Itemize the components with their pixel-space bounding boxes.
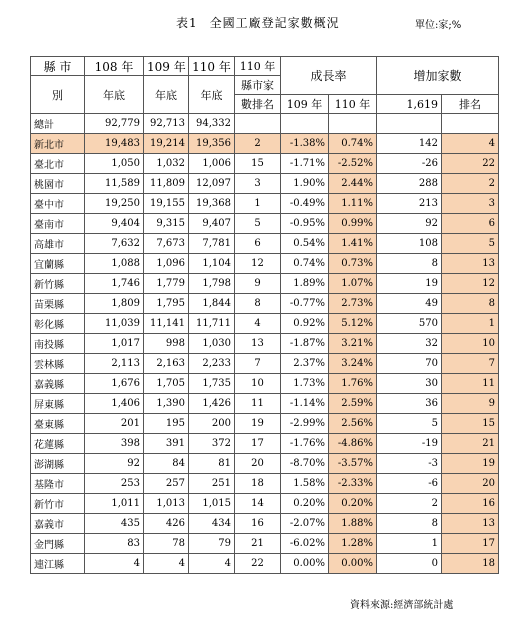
increase-rank: 5 xyxy=(442,234,499,254)
table-row xyxy=(31,434,499,454)
increase-rank: 4 xyxy=(442,134,499,154)
county-name: 連江縣 xyxy=(31,554,85,574)
count-110: 1,006 xyxy=(189,154,235,174)
increase-rank: 12 xyxy=(442,274,499,294)
total-increase: 1,619 xyxy=(377,95,442,114)
count-109: 19,155 xyxy=(144,194,189,214)
header-108-sub: 年底 xyxy=(85,76,144,114)
rank-110: 3 xyxy=(235,174,281,194)
growth-109: 0.20% xyxy=(281,494,329,514)
table-row xyxy=(31,274,499,294)
increase-count: 49 xyxy=(377,294,442,314)
growth-109: -0.77% xyxy=(281,294,329,314)
table-row xyxy=(31,494,499,514)
county-name: 嘉義市 xyxy=(31,514,85,534)
header-increase: 增加家數 xyxy=(377,57,499,95)
table-row xyxy=(31,194,499,214)
rank-110: 6 xyxy=(235,234,281,254)
table-row xyxy=(31,514,499,534)
header-rank-2: 縣市家 xyxy=(235,76,281,95)
count-109: 1,032 xyxy=(144,154,189,174)
growth-110: -2.52% xyxy=(329,154,377,174)
increase-count: 8 xyxy=(377,514,442,534)
county-name: 屏東縣 xyxy=(31,394,85,414)
increase-count: 70 xyxy=(377,354,442,374)
count-108: 201 xyxy=(85,414,144,434)
increase-count: 108 xyxy=(377,234,442,254)
growth-109: -8.70% xyxy=(281,454,329,474)
table-row xyxy=(31,294,499,314)
county-name: 花蓮縣 xyxy=(31,434,85,454)
increase-rank: 16 xyxy=(442,494,499,514)
growth-109: 1.89% xyxy=(281,274,329,294)
growth-110: 1.76% xyxy=(329,374,377,394)
county-name: 宜蘭縣 xyxy=(31,254,85,274)
growth-109: -2.07% xyxy=(281,514,329,534)
count-108: 1,406 xyxy=(85,394,144,414)
increase-rank: 13 xyxy=(442,254,499,274)
count-109: 998 xyxy=(144,334,189,354)
growth-110: 1.88% xyxy=(329,514,377,534)
increase-count: 32 xyxy=(377,334,442,354)
increase-rank: 10 xyxy=(442,334,499,354)
table-title-text: 全國工廠登記家數概況 xyxy=(209,16,340,30)
growth-109: -1.14% xyxy=(281,394,329,414)
count-108: 435 xyxy=(85,514,144,534)
total-increase-blank xyxy=(377,114,442,134)
growth-109: -6.02% xyxy=(281,534,329,554)
count-110: 1,426 xyxy=(189,394,235,414)
total-row xyxy=(31,114,499,134)
table-row xyxy=(31,214,499,234)
rank-110: 21 xyxy=(235,534,281,554)
count-108: 19,483 xyxy=(85,134,144,154)
increase-count: 142 xyxy=(377,134,442,154)
total-label: 總計 xyxy=(31,114,85,134)
header-row-1 xyxy=(31,57,499,76)
growth-110: 3.21% xyxy=(329,334,377,354)
count-110: 79 xyxy=(189,534,235,554)
count-110: 1,104 xyxy=(189,254,235,274)
increase-rank: 9 xyxy=(442,394,499,414)
growth-110: 2.59% xyxy=(329,394,377,414)
table-row xyxy=(31,414,499,434)
growth-110: 5.12% xyxy=(329,314,377,334)
count-109: 1,096 xyxy=(144,254,189,274)
count-108: 92 xyxy=(85,454,144,474)
header-109: 109 年 xyxy=(144,57,189,76)
table-row xyxy=(31,334,499,354)
growth-110: 0.73% xyxy=(329,254,377,274)
growth-110: 0.74% xyxy=(329,134,377,154)
count-110: 1,735 xyxy=(189,374,235,394)
growth-110: 2.56% xyxy=(329,414,377,434)
increase-rank: 17 xyxy=(442,534,499,554)
header-rank: 110 年 xyxy=(235,57,281,76)
count-108: 398 xyxy=(85,434,144,454)
count-109: 19,214 xyxy=(144,134,189,154)
count-110: 251 xyxy=(189,474,235,494)
growth-110: 2.73% xyxy=(329,294,377,314)
count-110: 81 xyxy=(189,454,235,474)
count-108: 2,113 xyxy=(85,354,144,374)
table-row xyxy=(31,314,499,334)
count-110: 1,798 xyxy=(189,274,235,294)
count-109: 7,673 xyxy=(144,234,189,254)
table-row xyxy=(31,454,499,474)
rank-110: 20 xyxy=(235,454,281,474)
header-growth: 成長率 xyxy=(281,57,377,95)
table-row xyxy=(31,234,499,254)
growth-110: 0.00% xyxy=(329,554,377,574)
increase-rank: 6 xyxy=(442,214,499,234)
total-108: 92,779 xyxy=(85,114,144,134)
unit-label: 單位:家;% xyxy=(415,20,462,31)
county-name: 嘉義縣 xyxy=(31,374,85,394)
county-name: 臺南市 xyxy=(31,214,85,234)
increase-rank: 15 xyxy=(442,414,499,434)
count-109: 1,390 xyxy=(144,394,189,414)
growth-110: -4.86% xyxy=(329,434,377,454)
count-108: 11,039 xyxy=(85,314,144,334)
county-name: 南投縣 xyxy=(31,334,85,354)
growth-109: 0.00% xyxy=(281,554,329,574)
county-name: 臺北市 xyxy=(31,154,85,174)
table-row xyxy=(31,534,499,554)
table-number: 表1 xyxy=(176,16,198,30)
county-name: 高雄市 xyxy=(31,234,85,254)
county-name: 桃園市 xyxy=(31,174,85,194)
rank-110: 7 xyxy=(235,354,281,374)
table-row xyxy=(31,154,499,174)
count-108: 1,676 xyxy=(85,374,144,394)
increase-rank: 21 xyxy=(442,434,499,454)
growth-109: -1.71% xyxy=(281,154,329,174)
growth-109: 0.92% xyxy=(281,314,329,334)
count-110: 9,407 xyxy=(189,214,235,234)
count-109: 2,163 xyxy=(144,354,189,374)
count-110: 434 xyxy=(189,514,235,534)
growth-110: 1.28% xyxy=(329,534,377,554)
rank-110: 22 xyxy=(235,554,281,574)
increase-count: 213 xyxy=(377,194,442,214)
rank-110: 5 xyxy=(235,214,281,234)
growth-109: -0.49% xyxy=(281,194,329,214)
table-row xyxy=(31,554,499,574)
county-name: 雲林縣 xyxy=(31,354,85,374)
count-108: 1,011 xyxy=(85,494,144,514)
increase-count: 2 xyxy=(377,494,442,514)
count-109: 4 xyxy=(144,554,189,574)
growth-109: 2.37% xyxy=(281,354,329,374)
growth-109: -1.76% xyxy=(281,434,329,454)
increase-rank: 13 xyxy=(442,514,499,534)
count-110: 19,368 xyxy=(189,194,235,214)
rank-110: 12 xyxy=(235,254,281,274)
header-110-sub: 年底 xyxy=(189,76,235,114)
increase-count: 8 xyxy=(377,254,442,274)
rank-110: 1 xyxy=(235,194,281,214)
county-name: 彰化縣 xyxy=(31,314,85,334)
increase-rank: 2 xyxy=(442,174,499,194)
count-108: 4 xyxy=(85,554,144,574)
growth-109: 0.74% xyxy=(281,254,329,274)
count-108: 1,809 xyxy=(85,294,144,314)
county-name: 新北市 xyxy=(31,134,85,154)
rank-110: 10 xyxy=(235,374,281,394)
header-increase-rank: 排名 xyxy=(442,95,499,114)
increase-rank: 7 xyxy=(442,354,499,374)
count-108: 1,088 xyxy=(85,254,144,274)
county-name: 澎湖縣 xyxy=(31,454,85,474)
header-county: 縣 市 xyxy=(31,57,85,76)
growth-109: 0.54% xyxy=(281,234,329,254)
count-109: 257 xyxy=(144,474,189,494)
count-108: 1,017 xyxy=(85,334,144,354)
count-109: 11,141 xyxy=(144,314,189,334)
count-110: 372 xyxy=(189,434,235,454)
header-growth-110: 110 年 xyxy=(329,95,377,114)
increase-count: -26 xyxy=(377,154,442,174)
header-109-sub: 年底 xyxy=(144,76,189,114)
growth-109: -0.95% xyxy=(281,214,329,234)
total-109: 92,713 xyxy=(144,114,189,134)
growth-109: 1.73% xyxy=(281,374,329,394)
count-110: 12,097 xyxy=(189,174,235,194)
count-108: 7,632 xyxy=(85,234,144,254)
increase-rank: 19 xyxy=(442,454,499,474)
count-109: 195 xyxy=(144,414,189,434)
header-108: 108 年 xyxy=(85,57,144,76)
count-110: 11,711 xyxy=(189,314,235,334)
total-growth-109 xyxy=(281,114,329,134)
increase-rank: 22 xyxy=(442,154,499,174)
increase-rank: 1 xyxy=(442,314,499,334)
increase-count: 19 xyxy=(377,274,442,294)
rank-110: 15 xyxy=(235,154,281,174)
table-row xyxy=(31,374,499,394)
increase-count: 1 xyxy=(377,534,442,554)
rank-110: 13 xyxy=(235,334,281,354)
growth-110: 2.44% xyxy=(329,174,377,194)
count-109: 1,705 xyxy=(144,374,189,394)
increase-count: 36 xyxy=(377,394,442,414)
count-110: 2,233 xyxy=(189,354,235,374)
source-note: 資料來源:經濟部統計處 xyxy=(350,600,454,611)
growth-110: 1.11% xyxy=(329,194,377,214)
growth-109: 1.90% xyxy=(281,174,329,194)
table-row xyxy=(31,134,499,154)
growth-110: -3.57% xyxy=(329,454,377,474)
count-109: 391 xyxy=(144,434,189,454)
rank-110: 9 xyxy=(235,274,281,294)
growth-110: 0.99% xyxy=(329,214,377,234)
count-109: 11,809 xyxy=(144,174,189,194)
count-110: 1,844 xyxy=(189,294,235,314)
county-name: 新竹市 xyxy=(31,494,85,514)
total-increase-rank-blank xyxy=(442,114,499,134)
increase-count: 92 xyxy=(377,214,442,234)
increase-count: 5 xyxy=(377,414,442,434)
count-110: 4 xyxy=(189,554,235,574)
increase-count: -3 xyxy=(377,454,442,474)
count-109: 1,013 xyxy=(144,494,189,514)
growth-110: 1.07% xyxy=(329,274,377,294)
increase-rank: 11 xyxy=(442,374,499,394)
growth-110: 0.20% xyxy=(329,494,377,514)
header-growth-109: 109 年 xyxy=(281,95,329,114)
count-109: 84 xyxy=(144,454,189,474)
count-109: 9,315 xyxy=(144,214,189,234)
increase-count: 30 xyxy=(377,374,442,394)
header-110: 110 年 xyxy=(189,57,235,76)
table-row xyxy=(31,174,499,194)
increase-count: 570 xyxy=(377,314,442,334)
growth-109: -2.99% xyxy=(281,414,329,434)
factory-registration-table xyxy=(30,56,499,574)
count-108: 9,404 xyxy=(85,214,144,234)
county-name: 新竹縣 xyxy=(31,274,85,294)
increase-count: -6 xyxy=(377,474,442,494)
total-growth-110 xyxy=(329,114,377,134)
county-name: 臺東縣 xyxy=(31,414,85,434)
rank-110: 19 xyxy=(235,414,281,434)
rank-110: 8 xyxy=(235,294,281,314)
rank-110: 18 xyxy=(235,474,281,494)
table-row xyxy=(31,354,499,374)
count-109: 426 xyxy=(144,514,189,534)
count-110: 1,030 xyxy=(189,334,235,354)
increase-rank: 18 xyxy=(442,554,499,574)
rank-110: 14 xyxy=(235,494,281,514)
increase-rank: 8 xyxy=(442,294,499,314)
growth-110: 3.24% xyxy=(329,354,377,374)
growth-109: 1.58% xyxy=(281,474,329,494)
table-row xyxy=(31,474,499,494)
count-108: 11,589 xyxy=(85,174,144,194)
count-110: 1,015 xyxy=(189,494,235,514)
count-108: 1,050 xyxy=(85,154,144,174)
count-108: 253 xyxy=(85,474,144,494)
increase-rank: 3 xyxy=(442,194,499,214)
total-110: 94,332 xyxy=(189,114,235,134)
header-county-suffix: 別 xyxy=(31,76,85,114)
rank-110: 4 xyxy=(235,314,281,334)
growth-109: -1.87% xyxy=(281,334,329,354)
increase-rank: 20 xyxy=(442,474,499,494)
growth-109: -1.38% xyxy=(281,134,329,154)
count-108: 1,746 xyxy=(85,274,144,294)
count-110: 200 xyxy=(189,414,235,434)
rank-110: 17 xyxy=(235,434,281,454)
growth-110: -2.33% xyxy=(329,474,377,494)
growth-110: 1.41% xyxy=(329,234,377,254)
count-110: 7,781 xyxy=(189,234,235,254)
rank-110: 11 xyxy=(235,394,281,414)
count-108: 83 xyxy=(85,534,144,554)
rank-110: 2 xyxy=(235,134,281,154)
county-name: 基隆市 xyxy=(31,474,85,494)
increase-count: 0 xyxy=(377,554,442,574)
increase-count: 288 xyxy=(377,174,442,194)
increase-count: -19 xyxy=(377,434,442,454)
count-108: 19,250 xyxy=(85,194,144,214)
count-109: 1,779 xyxy=(144,274,189,294)
header-rank-3: 數排名 xyxy=(235,95,281,114)
county-name: 臺中市 xyxy=(31,194,85,214)
count-109: 78 xyxy=(144,534,189,554)
table-row xyxy=(31,394,499,414)
count-109: 1,795 xyxy=(144,294,189,314)
table-row xyxy=(31,254,499,274)
county-name: 金門縣 xyxy=(31,534,85,554)
count-110: 19,356 xyxy=(189,134,235,154)
table-title xyxy=(176,14,340,31)
total-rank xyxy=(235,114,281,134)
rank-110: 16 xyxy=(235,514,281,534)
county-name: 苗栗縣 xyxy=(31,294,85,314)
